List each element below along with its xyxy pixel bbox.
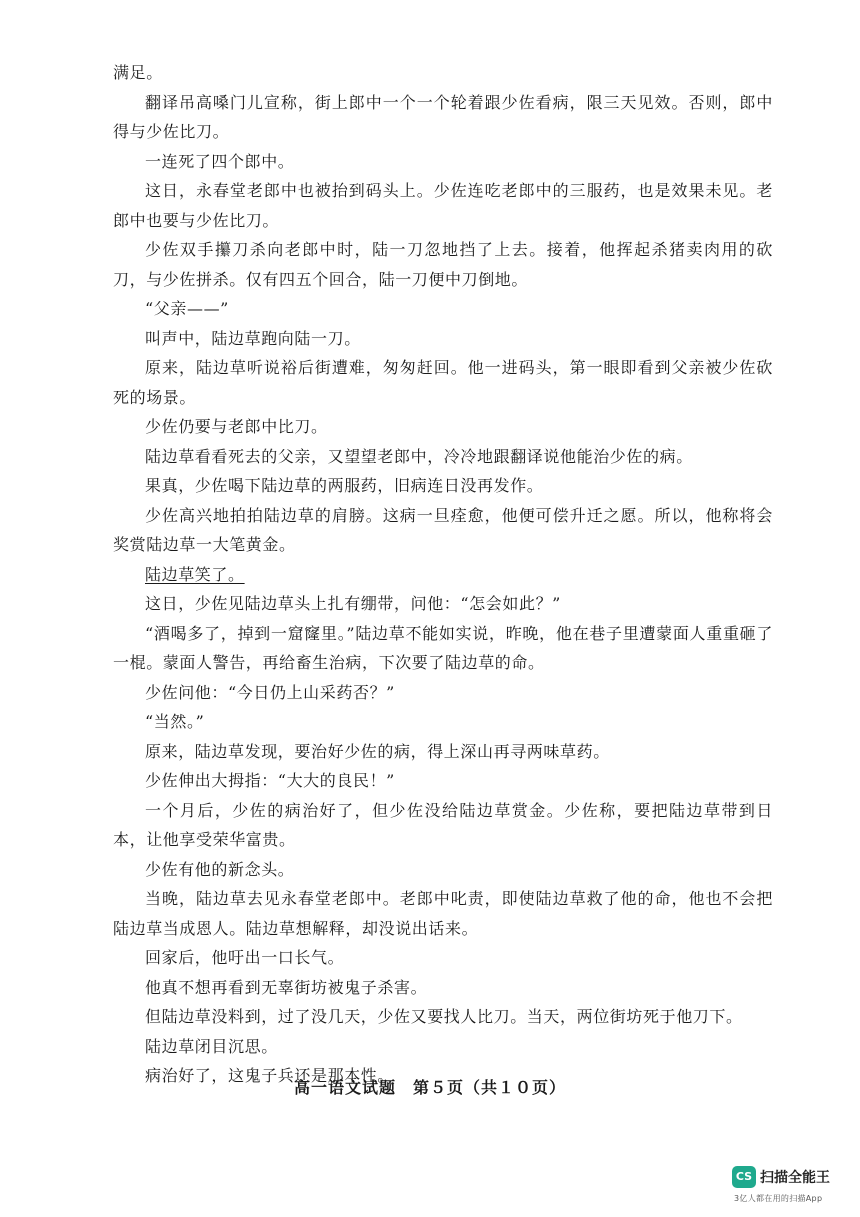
paragraph: 陆边草闭目沉思。 (145, 1036, 278, 1056)
paragraph: 一个月后，少佐的病治好了，但少佐没给陆边草赏金。少佐称，要把陆边草带到日本，让他享受荣华富贵。 (113, 800, 773, 849)
paragraph: 这日，永春堂老郎中也被抬到码头上。少佐连吃老郎中的三服药，也是效果未见。老郎中也要与少佐比刀。 (113, 181, 773, 230)
page-footer: 高一语文试题 第５页（共１０页） (293, 1078, 566, 1097)
paragraph: 少佐问他：“今日仍上山采药否？” (145, 682, 395, 702)
paragraph: 陆边草看看死去的父亲，又望望老郎中，冷冷地跟翻译说他能治少佐的病。 (145, 446, 693, 466)
paragraph: 少佐伸出大拇指：“大大的良民！” (145, 771, 395, 790)
paragraph: 少佐仍要与老郎中比刀。 (145, 417, 328, 436)
paragraph: 病治好了，这鬼子兵还是那本性。 (145, 1066, 395, 1085)
underlined-paragraph (113, 560, 773, 590)
camscanner-logo-icon: CS (732, 1166, 756, 1188)
paragraph: 少佐高兴地拍拍陆边草的肩膀。这病一旦痊愈，他便可偿升迁之愿。所以，他称将会奖赏陆边草一大笔黄金。 (113, 505, 773, 554)
paragraph: 原来，陆边草听说裕后街遭难，匆匆赶回。他一进码头，第一眼即看到父亲被少佐砍死的场景。 (113, 358, 773, 407)
paragraph: 当晚，陆边草去见永春堂老郎中。老郎中叱责，即使陆边草救了他的命，他也不会把陆边草当成恩人。陆边草想解释，却没说出话来。 (113, 889, 773, 938)
watermark-app-name: 扫描全能王 (760, 1170, 830, 1186)
underlined-sentence: 陆边草笑了。 (145, 564, 245, 584)
paragraph: “父亲——” (145, 299, 229, 318)
paragraph: 满足。 (113, 63, 163, 82)
paragraph: “酒喝多了，掉到一窟窿里。”陆边草不能如实说，昨晚，他在巷子里遭蒙面人重重砸了一棍。蒙面人警告，再给畜生治病，下次要了陆边草的命。 (113, 623, 773, 672)
paragraph: “当然。” (145, 712, 205, 731)
paragraph: 翻译吊高嗓门儿宣称，街上郎中一个一个轮着跟少佐看病，限三天见效。否则，郎中得与少佐比刀。 (113, 92, 773, 141)
paragraph: 少佐有他的新念头。 (145, 859, 295, 879)
paragraph: 少佐双手攥刀杀向老郎中时，陆一刀忽地挡了上去。接着，他挥起杀猪卖肉用的砍刀，与少佐拼杀。仅有四五个回合，陆一刀便中刀倒地。 (113, 240, 773, 289)
paragraph: 但陆边草没料到，过了没几天，少佐又要找人比刀。当天，两位街坊死于他刀下。 (145, 1007, 743, 1026)
paragraph: 回家后，他吁出一口长气。 (145, 948, 345, 967)
paragraph: 一连死了四个郎中。 (145, 151, 295, 171)
paragraph: 这日，少佐见陆边草头上扎有绷带，问他：“怎会如此？” (145, 594, 561, 613)
scanner-watermark (732, 1166, 842, 1206)
paragraph: 他真不想再看到无辜街坊被鬼子杀害。 (145, 977, 428, 997)
paragraph: 原来，陆边草发现，要治好少佐的病，得上深山再寻两味草药。 (145, 741, 610, 761)
document-body (113, 58, 773, 1091)
paragraph: 果真，少佐喝下陆边草的两服药，旧病连日没再发作。 (145, 476, 544, 495)
watermark-tagline: 3亿人都在用的扫描App (734, 1194, 823, 1203)
paragraph: 叫声中，陆边草跑向陆一刀。 (145, 328, 361, 348)
